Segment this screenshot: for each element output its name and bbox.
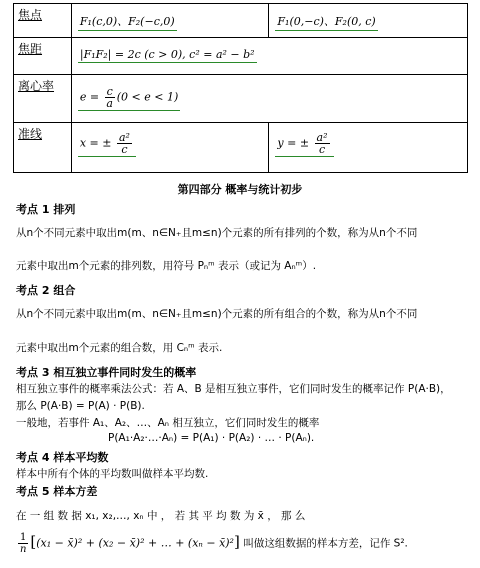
foci-formula-1: F₁(c,0)、F₂(−c,0) bbox=[78, 12, 177, 31]
kp5-title: 考点 5 样本方差 bbox=[16, 485, 98, 498]
table-cell bbox=[71, 123, 269, 173]
kp1-line2: 元素中取出m个元素的排列数，用符号 Pₙᵐ 表示（或记为 Aₙᵐ）. bbox=[16, 260, 317, 272]
kp1-title: 考点 1 排列 bbox=[16, 203, 76, 216]
row-label: 焦距 bbox=[14, 38, 72, 75]
kp5-line1: 在 一 组 数 据 x₁, x₂,…, xₙ 中 ， 若 其 平 均 数 为 x̄ ， 那 么 bbox=[16, 510, 306, 522]
kp4-title: 考点 4 样本平均数 bbox=[16, 451, 109, 464]
kp1-line1: 从n个不同元素中取出m(m、n∈N₊且m≤n)个元素的所有排列的个数，称为从n个不同 bbox=[16, 227, 418, 239]
table-row bbox=[14, 75, 468, 123]
eccentricity-formula: e = $\frac{c}{a}$ (0 < e < 1) bbox=[79, 85, 179, 110]
part-title: 第四部分 概率与统计初步 bbox=[177, 183, 303, 196]
variance-formula-suffix: 叫做这组数据的样本方差，记作 S². bbox=[243, 537, 408, 550]
table-row bbox=[14, 4, 468, 38]
table-row bbox=[14, 123, 468, 173]
kp3-line3: 一般地，若事件 A₁、A₂、…、Aₙ 相互独立，它们同时发生的概率 bbox=[16, 417, 320, 429]
focal-distance-formula: |F₁F₂| = 2c (c > 0), c² = a² − b² bbox=[79, 48, 255, 61]
row-label: 焦点 bbox=[14, 4, 72, 38]
table-cell bbox=[71, 38, 467, 75]
kp2-title: 考点 2 组合 bbox=[16, 284, 76, 297]
ellipse-properties-table bbox=[13, 3, 468, 173]
directrix-formula-y: y = ± $\frac{\text{a²}}{c}$ bbox=[275, 131, 333, 157]
table-row bbox=[14, 38, 468, 75]
row-label: 准线 bbox=[14, 123, 72, 173]
table-cell bbox=[71, 4, 269, 38]
kp4-line1: 样本中所有个体的平均数叫做样本平均数. bbox=[16, 468, 209, 480]
kp3-line2: 那么 P(A·B) = P(A) · P(B). bbox=[16, 400, 145, 412]
kp3-line4: P(A₁·A₂·…·Aₙ) = P(A₁) · P(A₂) · … · P(Aₙ). bbox=[108, 432, 315, 444]
variance-formula: $\frac{1}{n}$ [(x₁ − x̄)² + (x₂ − x̄)² + … + (xₙ − x̄)²] 叫做这组数据的样本方差，记作 S². bbox=[19, 532, 408, 555]
directrix-formula-x: x = ± $\frac{\text{a²}}{c}$ bbox=[78, 131, 136, 157]
table-cell bbox=[269, 123, 468, 173]
table-cell bbox=[269, 4, 468, 38]
table-cell bbox=[71, 75, 467, 123]
kp2-line2: 元素中取出m个元素的组合数，用 Cₙᵐ 表示. bbox=[16, 342, 223, 354]
kp3-line1: 相互独立事件的概率乘法公式：若 A、B 是相互独立事件，它们同时发生的概率记作 P(A·B)， bbox=[16, 383, 451, 395]
foci-formula-2: F₁(0,−c)、F₂(0, c) bbox=[275, 12, 377, 31]
kp3-title: 考点 3 相互独立事件同时发生的概率 bbox=[16, 366, 197, 379]
row-label: 离心率 bbox=[14, 75, 72, 123]
kp2-line1: 从n个不同元素中取出m(m、n∈N₊且m≤n)个元素的所有组合的个数，称为从n个不同 bbox=[16, 308, 418, 320]
